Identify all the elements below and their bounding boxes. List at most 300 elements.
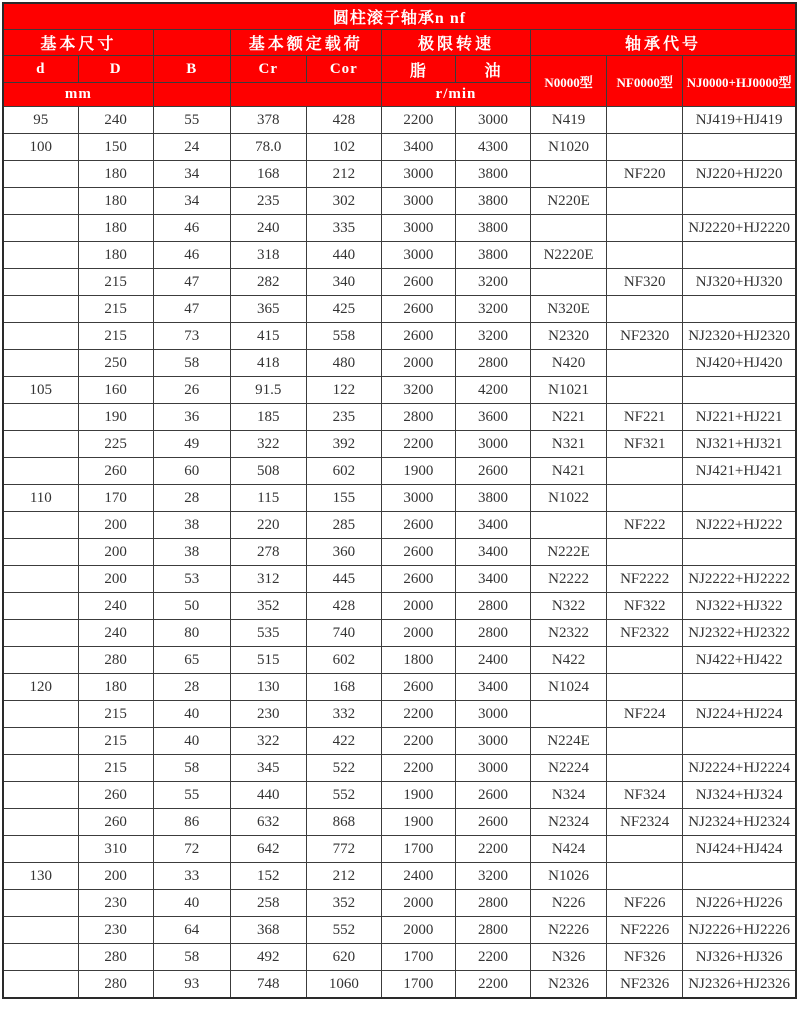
cell-grease: 3000 [381,161,455,188]
cell-D: 230 [78,890,153,917]
cell-D: 225 [78,431,153,458]
cell-D: 180 [78,188,153,215]
cell-njhj-type [683,296,796,323]
cell-njhj-type: NJ419+HJ419 [683,107,796,134]
cell-D: 310 [78,836,153,863]
cell-njhj-type: NJ2324+HJ2324 [683,809,796,836]
cell-d [3,701,78,728]
table-row [3,593,796,620]
cell-Cr: 312 [230,566,306,593]
cell-B: 60 [153,458,230,485]
cell-oil: 3200 [455,269,530,296]
cell-oil: 3000 [455,701,530,728]
unit-mm: mm [3,83,153,107]
table-row [3,107,796,134]
cell-n-type: N326 [531,944,607,971]
cell-Cr: 240 [230,215,306,242]
cell-B: 40 [153,728,230,755]
cell-nf-type [607,458,683,485]
cell-n-type: N1021 [531,377,607,404]
cell-B: 38 [153,512,230,539]
cell-d [3,539,78,566]
cell-B: 40 [153,701,230,728]
table-row [3,458,796,485]
cell-njhj-type: NJ421+HJ421 [683,458,796,485]
cell-d: 130 [3,863,78,890]
cell-oil: 3400 [455,512,530,539]
cell-d [3,593,78,620]
cell-grease: 3000 [381,242,455,269]
table-row [3,944,796,971]
cell-Cr: 535 [230,620,306,647]
cell-d [3,215,78,242]
cell-n-type [531,701,607,728]
cell-njhj-type: NJ422+HJ422 [683,647,796,674]
table-row [3,971,796,999]
cell-nf-type [607,242,683,269]
col-header-njhj-type: NJ0000+HJ0000型 [683,56,796,107]
cell-d: 105 [3,377,78,404]
cell-njhj-type: NJ2322+HJ2322 [683,620,796,647]
cell-Cor: 428 [306,107,381,134]
cell-Cr: 168 [230,161,306,188]
cell-n-type: N2320 [531,323,607,350]
cell-Cr: 515 [230,647,306,674]
cell-njhj-type: NJ224+HJ224 [683,701,796,728]
cell-D: 215 [78,701,153,728]
cell-nf-type: NF224 [607,701,683,728]
cell-n-type: N2224 [531,755,607,782]
cell-B: 26 [153,377,230,404]
table-row [3,512,796,539]
cell-Cr: 378 [230,107,306,134]
table-row [3,539,796,566]
cell-Cor: 602 [306,458,381,485]
cell-njhj-type [683,863,796,890]
cell-nf-type: NF221 [607,404,683,431]
cell-nf-type: NF320 [607,269,683,296]
cell-grease: 2400 [381,863,455,890]
cell-d [3,971,78,999]
cell-oil: 3400 [455,539,530,566]
cell-Cr: 258 [230,890,306,917]
col-header-oil: 油 [455,56,530,83]
cell-nf-type: NF2222 [607,566,683,593]
cell-Cr: 492 [230,944,306,971]
cell-n-type: N1020 [531,134,607,161]
table-row [3,647,796,674]
cell-njhj-type [683,242,796,269]
cell-njhj-type [683,539,796,566]
cell-Cr: 415 [230,323,306,350]
cell-oil: 3800 [455,242,530,269]
cell-B: 53 [153,566,230,593]
cell-nf-type: NF220 [607,161,683,188]
cell-njhj-type [683,674,796,701]
cell-n-type: N1022 [531,485,607,512]
cell-D: 180 [78,242,153,269]
cell-Cr: 748 [230,971,306,999]
cell-nf-type: NF2320 [607,323,683,350]
cell-grease: 2600 [381,323,455,350]
cell-B: 50 [153,593,230,620]
cell-oil: 2800 [455,593,530,620]
cell-Cr: 278 [230,539,306,566]
cell-grease: 3400 [381,134,455,161]
table-row [3,431,796,458]
cell-n-type [531,161,607,188]
cell-Cor: 340 [306,269,381,296]
cell-nf-type: NF321 [607,431,683,458]
cell-njhj-type: NJ2224+HJ2224 [683,755,796,782]
table-row [3,782,796,809]
cell-d [3,242,78,269]
cell-D: 240 [78,593,153,620]
cell-grease: 2600 [381,512,455,539]
cell-grease: 3000 [381,485,455,512]
cell-njhj-type: NJ222+HJ222 [683,512,796,539]
cell-njhj-type [683,377,796,404]
cell-Cr: 632 [230,809,306,836]
cell-n-type: N226 [531,890,607,917]
cell-D: 260 [78,458,153,485]
cell-njhj-type [683,134,796,161]
cell-njhj-type: NJ2320+HJ2320 [683,323,796,350]
cell-oil: 2200 [455,836,530,863]
cell-grease: 2600 [381,269,455,296]
cell-n-type: N2326 [531,971,607,999]
cell-d [3,782,78,809]
cell-n-type: N1024 [531,674,607,701]
cell-grease: 1900 [381,782,455,809]
table-row [3,890,796,917]
cell-Cor: 522 [306,755,381,782]
cell-B: 55 [153,782,230,809]
cell-d [3,269,78,296]
cell-d [3,755,78,782]
title-row [3,3,796,30]
cell-n-type [531,512,607,539]
cell-nf-type [607,728,683,755]
cell-grease: 3200 [381,377,455,404]
cell-njhj-type [683,188,796,215]
col-header-n-type: N0000型 [531,56,607,107]
table-row [3,863,796,890]
cell-njhj-type: NJ2220+HJ2220 [683,215,796,242]
cell-n-type: N421 [531,458,607,485]
cell-Cr: 91.5 [230,377,306,404]
cell-Cor: 1060 [306,971,381,999]
cell-njhj-type [683,485,796,512]
cell-D: 215 [78,269,153,296]
cell-D: 180 [78,161,153,188]
cell-Cor: 425 [306,296,381,323]
cell-nf-type: NF2226 [607,917,683,944]
cell-Cor: 352 [306,890,381,917]
cell-Cor: 552 [306,917,381,944]
cell-Cr: 235 [230,188,306,215]
cell-njhj-type: NJ2226+HJ2226 [683,917,796,944]
cell-grease: 1700 [381,944,455,971]
cell-Cor: 335 [306,215,381,242]
cell-Cr: 322 [230,431,306,458]
table-row [3,728,796,755]
table-row [3,404,796,431]
cell-oil: 2800 [455,917,530,944]
cell-Cor: 235 [306,404,381,431]
cell-njhj-type: NJ221+HJ221 [683,404,796,431]
cell-D: 200 [78,863,153,890]
cell-B: 47 [153,269,230,296]
bearing-spec-table [2,2,797,999]
cell-grease: 2600 [381,674,455,701]
cell-oil: 3200 [455,296,530,323]
cell-D: 260 [78,809,153,836]
cell-n-type: N420 [531,350,607,377]
cell-n-type: N2322 [531,620,607,647]
cell-grease: 3000 [381,188,455,215]
cell-nf-type: NF222 [607,512,683,539]
cell-grease: 2200 [381,728,455,755]
cell-grease: 2600 [381,566,455,593]
cell-d [3,350,78,377]
col-header-Cr: Cr [230,56,306,83]
cell-oil: 2200 [455,971,530,999]
cell-D: 215 [78,728,153,755]
cell-d [3,836,78,863]
col-header-Cor: Cor [306,56,381,83]
unit-rpm: r/min [381,83,530,107]
group-limiting-speed: 极限转速 [381,30,530,56]
cell-n-type: N2324 [531,809,607,836]
cell-grease: 1700 [381,836,455,863]
cell-B: 58 [153,944,230,971]
cell-B: 55 [153,107,230,134]
cell-oil: 2600 [455,458,530,485]
cell-B: 80 [153,620,230,647]
table-row [3,134,796,161]
cell-Cor: 392 [306,431,381,458]
cell-nf-type: NF322 [607,593,683,620]
cell-Cor: 480 [306,350,381,377]
cell-B: 86 [153,809,230,836]
cell-grease: 2000 [381,890,455,917]
cell-Cr: 78.0 [230,134,306,161]
table-row [3,215,796,242]
cell-D: 240 [78,107,153,134]
cell-oil: 3400 [455,674,530,701]
cell-Cor: 212 [306,161,381,188]
cell-Cor: 422 [306,728,381,755]
cell-oil: 3000 [455,728,530,755]
cell-Cor: 772 [306,836,381,863]
cell-njhj-type: NJ2326+HJ2326 [683,971,796,999]
cell-B: 33 [153,863,230,890]
cell-Cor: 332 [306,701,381,728]
cell-d [3,566,78,593]
cell-oil: 3800 [455,188,530,215]
cell-grease: 2000 [381,593,455,620]
cell-B: 58 [153,755,230,782]
cell-B: 38 [153,539,230,566]
cell-njhj-type: NJ226+HJ226 [683,890,796,917]
cell-B: 47 [153,296,230,323]
cell-nf-type: NF324 [607,782,683,809]
cell-n-type: N324 [531,782,607,809]
cell-D: 170 [78,485,153,512]
table-row [3,674,796,701]
cell-d [3,404,78,431]
cell-grease: 1900 [381,458,455,485]
cell-D: 260 [78,782,153,809]
cell-D: 160 [78,377,153,404]
table-row [3,917,796,944]
cell-oil: 2600 [455,809,530,836]
cell-d: 100 [3,134,78,161]
cell-d [3,647,78,674]
cell-Cor: 168 [306,674,381,701]
cell-n-type: N422 [531,647,607,674]
cell-d [3,944,78,971]
cell-oil: 3200 [455,863,530,890]
cell-Cor: 122 [306,377,381,404]
cell-nf-type [607,674,683,701]
col-header-grease: 脂 [381,56,455,83]
cell-Cr: 230 [230,701,306,728]
cell-njhj-type: NJ322+HJ322 [683,593,796,620]
cell-B: 93 [153,971,230,999]
cell-nf-type: NF226 [607,890,683,917]
cell-D: 180 [78,215,153,242]
cell-oil: 3800 [455,215,530,242]
cell-nf-type [607,350,683,377]
cell-Cor: 620 [306,944,381,971]
cell-grease: 2000 [381,620,455,647]
cell-D: 150 [78,134,153,161]
cell-n-type: N1026 [531,863,607,890]
cell-grease: 2600 [381,296,455,323]
cell-D: 215 [78,323,153,350]
cell-njhj-type: NJ326+HJ326 [683,944,796,971]
cell-n-type: N320E [531,296,607,323]
cell-Cor: 285 [306,512,381,539]
cell-nf-type [607,755,683,782]
group-basic-dimensions: 基本尺寸 [3,30,153,56]
cell-Cr: 115 [230,485,306,512]
cell-njhj-type: NJ420+HJ420 [683,350,796,377]
cell-njhj-type: NJ2222+HJ2222 [683,566,796,593]
table-row [3,755,796,782]
cell-n-type [531,215,607,242]
cell-n-type: N2226 [531,917,607,944]
cell-Cor: 558 [306,323,381,350]
cell-B: 73 [153,323,230,350]
cell-D: 240 [78,620,153,647]
table-row [3,809,796,836]
cell-njhj-type: NJ320+HJ320 [683,269,796,296]
cell-D: 280 [78,647,153,674]
cell-Cr: 368 [230,917,306,944]
cell-B: 65 [153,647,230,674]
cell-nf-type [607,188,683,215]
group-header-row [3,30,796,56]
cell-d: 95 [3,107,78,134]
cell-B: 28 [153,485,230,512]
cell-B: 28 [153,674,230,701]
group-bearing-code: 轴承代号 [531,30,796,56]
cell-D: 215 [78,296,153,323]
cell-Cr: 418 [230,350,306,377]
cell-nf-type [607,215,683,242]
cell-Cor: 212 [306,863,381,890]
cell-n-type: N424 [531,836,607,863]
cell-d [3,161,78,188]
cell-oil: 3400 [455,566,530,593]
cell-D: 190 [78,404,153,431]
table-row [3,296,796,323]
cell-grease: 2000 [381,917,455,944]
cell-Cor: 445 [306,566,381,593]
cell-D: 250 [78,350,153,377]
cell-Cor: 440 [306,242,381,269]
cell-Cr: 220 [230,512,306,539]
cell-oil: 2800 [455,350,530,377]
cell-D: 200 [78,512,153,539]
cell-oil: 3800 [455,485,530,512]
cell-Cor: 155 [306,485,381,512]
cell-nf-type [607,377,683,404]
cell-Cor: 552 [306,782,381,809]
cell-B: 40 [153,890,230,917]
cell-d: 120 [3,674,78,701]
table-title: 圆柱滚子轴承n nf [3,3,796,30]
cell-grease: 1700 [381,971,455,999]
cell-Cr: 322 [230,728,306,755]
cell-d [3,809,78,836]
cell-n-type: N2220E [531,242,607,269]
cell-Cr: 185 [230,404,306,431]
table-row [3,242,796,269]
cell-nf-type [607,836,683,863]
cell-nf-type [607,485,683,512]
cell-njhj-type: NJ424+HJ424 [683,836,796,863]
cell-oil: 2200 [455,944,530,971]
cell-oil: 3000 [455,431,530,458]
cell-Cr: 318 [230,242,306,269]
cell-Cr: 152 [230,863,306,890]
cell-oil: 3200 [455,323,530,350]
cell-n-type: N224E [531,728,607,755]
cell-Cr: 508 [230,458,306,485]
table-row [3,323,796,350]
cell-grease: 3000 [381,215,455,242]
group-basic-load-rating: 基本额定载荷 [230,30,381,56]
cell-D: 200 [78,539,153,566]
cell-Cor: 868 [306,809,381,836]
cell-nf-type [607,296,683,323]
cell-nf-type [607,647,683,674]
cell-B: 34 [153,161,230,188]
col-header-B: B [153,56,230,83]
cell-Cor: 360 [306,539,381,566]
cell-nf-type [607,134,683,161]
cell-B: 46 [153,242,230,269]
cell-Cr: 440 [230,782,306,809]
cell-B: 34 [153,188,230,215]
table-row [3,836,796,863]
cell-D: 230 [78,917,153,944]
table-row [3,161,796,188]
